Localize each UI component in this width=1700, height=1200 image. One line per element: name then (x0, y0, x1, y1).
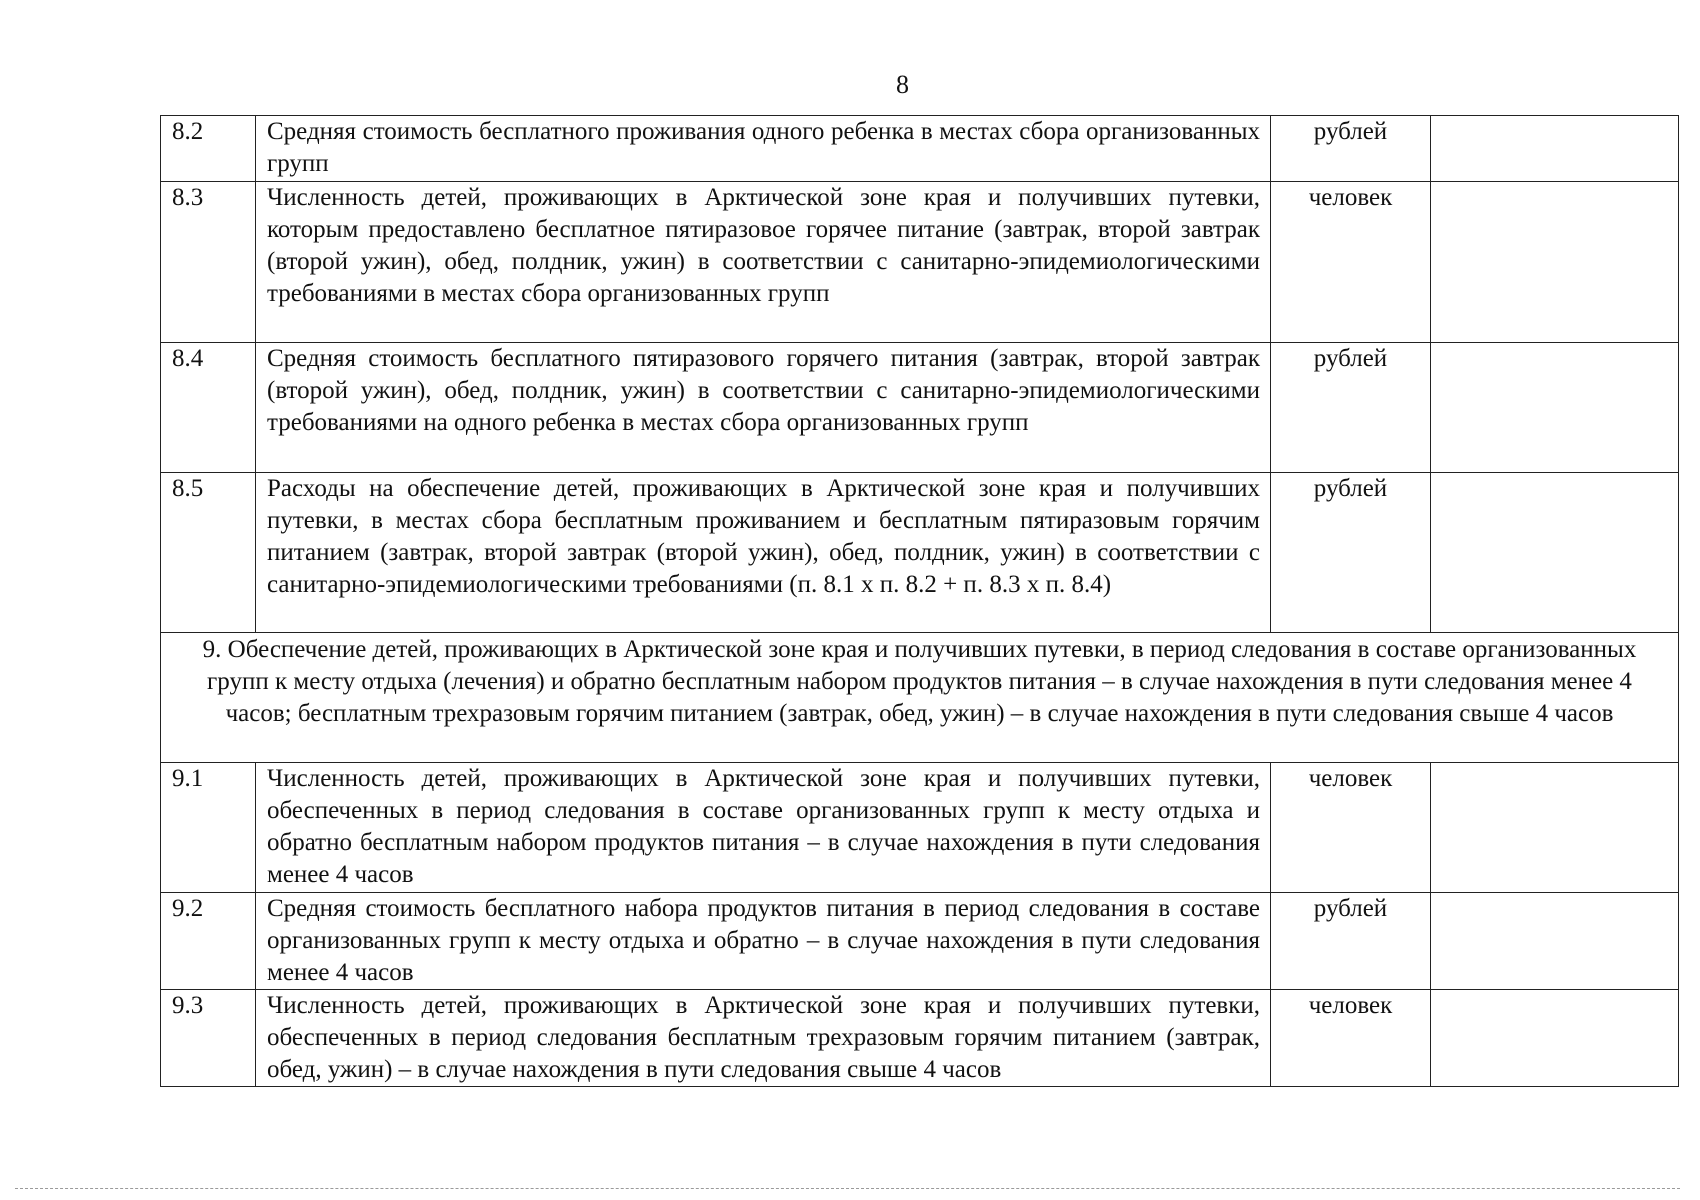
row-value (1431, 763, 1679, 893)
row-description: Расходы на обеспечение детей, проживающих в Арктической зоне края и получивших путевки, в местах сбора бесплатным проживанием и бесплатным пятиразовым горячим питанием (завтрак, второй завтрак (второй ужин), обед, полдник, ужин) в соответствии с санитарно-эпидемиологическими требованиями (п. 8.1 х п. 8.2 + п. 8.3 х п. 8.4) (256, 473, 1271, 633)
row-unit: рублей (1271, 473, 1431, 633)
indicator-table (160, 115, 1679, 1087)
table-row (161, 893, 1679, 990)
section-header-row (161, 633, 1679, 763)
row-number: 8.5 (161, 473, 256, 633)
row-value (1431, 343, 1679, 473)
row-unit: человек (1271, 990, 1431, 1087)
row-description: Средняя стоимость бесплатного проживания одного ребенка в местах сбора организованных групп (256, 116, 1271, 182)
row-unit: рублей (1271, 343, 1431, 473)
row-number: 9.3 (161, 990, 256, 1087)
row-value (1431, 990, 1679, 1087)
row-number: 8.3 (161, 182, 256, 343)
row-description: Численность детей, проживающих в Арктической зоне края и получивших путевки, которым предоставлено бесплатное пятиразовое горячее питание (завтрак, второй завтрак (второй ужин), обед, полдник, ужин) в соответствии с санитарно-эпидемиологическими требованиями в местах сбора организованных групп (256, 182, 1271, 343)
table-row (161, 343, 1679, 473)
row-unit: человек (1271, 763, 1431, 893)
row-description: Средняя стоимость бесплатного пятиразового горячего питания (завтрак, второй завтрак (второй ужин), обед, полдник, ужин) в соответствии с санитарно-эпидемиологическими требованиями на одного ребенка в местах сбора организованных групп (256, 343, 1271, 473)
row-value (1431, 473, 1679, 633)
row-unit: рублей (1271, 116, 1431, 182)
row-value (1431, 182, 1679, 343)
row-value (1431, 893, 1679, 990)
table-row (161, 116, 1679, 182)
row-number: 9.2 (161, 893, 256, 990)
row-unit: человек (1271, 182, 1431, 343)
row-description: Средняя стоимость бесплатного набора продуктов питания в период следования в составе организованных групп к месту отдыха и обратно – в случае нахождения в пути следования менее 4 часов (256, 893, 1271, 990)
section-9-header: 9. Обеспечение детей, проживающих в Арктической зоне края и получивших путевки, в период следования в составе организованных групп к месту отдыха (лечения) и обратно бесплатным набором продуктов питания – в случае нахождения в пути следования менее 4 часов; бесплатным трехразовым горячим питанием (завтрак, обед, ужин) – в случае нахождения в пути следования свыше 4 часов (161, 633, 1679, 763)
row-number: 8.2 (161, 116, 256, 182)
row-unit: рублей (1271, 893, 1431, 990)
row-description: Численность детей, проживающих в Арктической зоне края и получивших путевки, обеспеченных в период следования бесплатным трехразовым горячим питанием (завтрак, обед, ужин) – в случае нахождения в пути следования свыше 4 часов (256, 990, 1271, 1087)
page-number: 8 (896, 70, 909, 99)
row-number: 8.4 (161, 343, 256, 473)
table-row (161, 473, 1679, 633)
table-row (161, 990, 1679, 1087)
row-number: 9.1 (161, 763, 256, 893)
row-value (1431, 116, 1679, 182)
row-description: Численность детей, проживающих в Арктической зоне края и получивших путевки, обеспеченных в период следования в составе организованных групп к месту отдыха и обратно бесплатным набором продуктов питания – в случае нахождения в пути следования менее 4 часов (256, 763, 1271, 893)
scan-edge-line (15, 1188, 1680, 1189)
table-row (161, 182, 1679, 343)
table-row (161, 763, 1679, 893)
